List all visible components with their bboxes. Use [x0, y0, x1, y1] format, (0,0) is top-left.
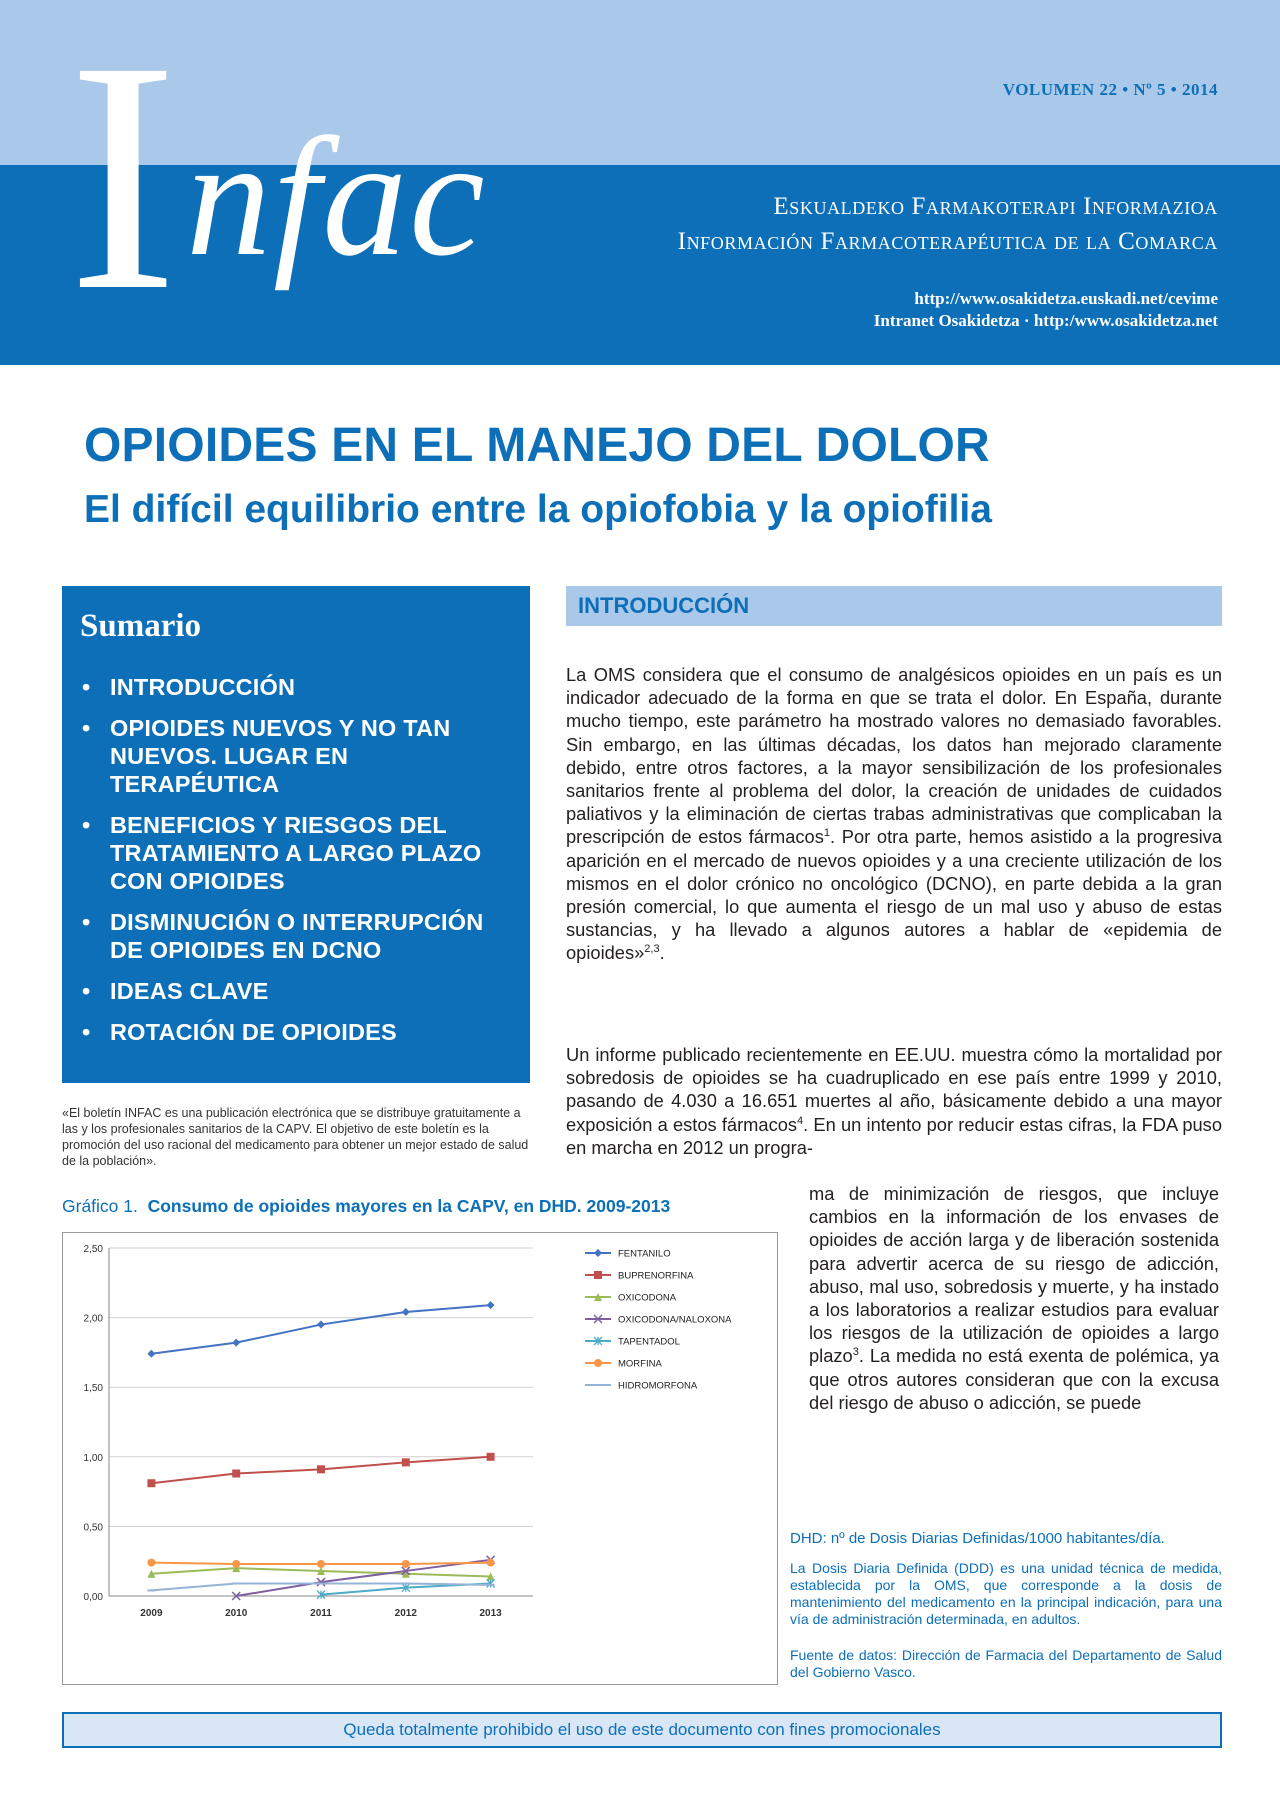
infac-logo: [68, 0, 628, 359]
data-point: [594, 1271, 602, 1279]
data-point: [232, 1339, 240, 1347]
sumario-item[interactable]: [80, 1018, 512, 1046]
data-point: [317, 1560, 325, 1568]
x-tick-label: 2009: [140, 1608, 163, 1619]
y-tick-label: 2,00: [83, 1313, 103, 1325]
bullet-icon: •: [82, 978, 91, 1004]
y-tick-label: 0,50: [83, 1522, 103, 1534]
intro-p1-text-b: . Por otra parte, hemos asistido a la progresiva aparición en el mercado de nuevos opioides y a una creciente utilización de los mismos en el dolor crónico no oncológico (DCNO), en parte debida a la gran presión comercial, lo que aumenta el riesgo de un mal uso y abuso de estas sustancias, y ha llevado a algunos autores a hablar de «epidemia de opioides»: [566, 826, 1222, 964]
sumario-item[interactable]: [80, 811, 512, 895]
data-source: Fuente de datos: Dirección de Farmacia del Departamento de Salud del Gobierno Vasco.: [790, 1647, 1222, 1680]
footer-disclaimer: Queda totalmente prohibido el uso de este documento con fines promocionales: [62, 1712, 1222, 1748]
data-point: [317, 1465, 325, 1473]
reference-4[interactable]: 4: [797, 1114, 804, 1127]
data-point: [594, 1249, 602, 1257]
intro-paragraph-2: [566, 1043, 1222, 1159]
intranet-url[interactable]: Intranet Osakidetza · http:/www.osakidetza.net: [873, 311, 1218, 330]
legend-label: TAPENTADOL: [618, 1336, 680, 1348]
chart-caption-title: Consumo de opioides mayores en la CAPV, en DHD. 2009-2013: [147, 1196, 671, 1216]
sumario-item[interactable]: [80, 673, 512, 701]
bullet-icon: •: [82, 674, 91, 700]
reference-1[interactable]: 1: [823, 827, 830, 840]
dhd-definition: DHD: nº de Dosis Diarias Definidas/1000 habitantes/día.: [790, 1530, 1165, 1547]
data-point: [402, 1458, 410, 1466]
data-point: [487, 1301, 495, 1309]
sumario-item-label: DISMINUCIÓN O INTERRUPCIÓN DE OPIOIDES EN DCNO: [110, 909, 484, 963]
sumario-item[interactable]: [80, 977, 512, 1005]
legend-label: FENTANILO: [618, 1248, 671, 1260]
sumario-list: [80, 673, 512, 1046]
series-line-fentanilo: [151, 1305, 490, 1354]
bulletin-note: «El boletín INFAC es una publicación electrónica que se distribuye gratuitamente a las y los profesionales sanitarios de la CAPV. El objetivo de este boletín es la promoción del uso racional del medicamento para obtener un mejor estado de salud de la población».: [62, 1106, 529, 1168]
legend-label: BUPRENORFINA: [618, 1270, 694, 1282]
opioid-consumption-chart: [63, 1233, 779, 1686]
intro-p2-text-a: Un informe publicado recientemente en EE.UU. muestra cómo la mortalidad por sobredosis de opioides se ha cuadruplicado en ese país entre 1999 y 2010, pasando de 4.030 a 16.651 muertes al año, básicamente debido a una mayor exposición a estos fármacos: [566, 1044, 1222, 1135]
intro-paragraph-3: [809, 1182, 1219, 1414]
x-tick-label: 2013: [479, 1608, 502, 1619]
bullet-icon: •: [82, 812, 91, 838]
sumario-item[interactable]: [80, 908, 512, 964]
sumario-item-label: OPIOIDES NUEVOS Y NO TAN NUEVOS. LUGAR EN TERAPÉUTICA: [110, 715, 451, 797]
data-point: [147, 1559, 155, 1567]
intro-p3-text-b: . La medida no está exenta de polémica, ya que otros autores consideran que con la excusa del riesgo de abuso o adicción, se puede: [809, 1345, 1219, 1413]
data-point: [147, 1479, 155, 1487]
data-point: [317, 1321, 325, 1329]
intro-p1-text-c: .: [659, 942, 665, 964]
page-title: OPIOIDES EN EL MANEJO DEL DOLOR: [84, 419, 990, 472]
data-point: [147, 1350, 155, 1358]
reference-3[interactable]: 3: [852, 1346, 859, 1359]
bullet-icon: •: [82, 1019, 91, 1045]
legend-label: MORFINA: [618, 1358, 662, 1370]
reference-2-3[interactable]: 2,3: [644, 943, 660, 956]
section-heading-introduccion: INTRODUCCIÓN: [566, 586, 1222, 626]
data-point: [232, 1470, 240, 1478]
sumario-item-label: BENEFICIOS Y RIESGOS DEL TRATAMIENTO A LARGO PLAZO CON OPIOIDES: [110, 812, 482, 894]
data-point: [232, 1560, 240, 1568]
sumario-item-label: ROTACIÓN DE OPIOIDES: [110, 1019, 397, 1045]
ddd-definition: La Dosis Diaria Definida (DDD) es una unidad técnica de medida, establecida por la OMS, que corresponde a la dosis de mantenimiento del medicamento en la principal indicación, para una vía de administración determinada, en adultos.: [790, 1560, 1222, 1627]
intro-p1-text-a: La OMS considera que el consumo de analgésicos opioides en un país es un indicador adecuado de la forma en que se trata el dolor. En España, durante mucho tiempo, este parámetro ha mostrado valores no demasiado favorables. Sin embargo, en las últimas décadas, los datos han mejorado claramente debido, entre otros factores, a la mayor sensibilización de los profesionales sanitarios frente al problema del dolor, la creación de unidades de cuidados paliativos y la eliminación de ciertas trabas administrativas que complicaban la prescripción de estos fármacos: [566, 664, 1222, 848]
data-point: [594, 1359, 602, 1367]
x-tick-label: 2012: [394, 1608, 417, 1619]
bullet-icon: •: [82, 715, 91, 741]
data-point: [402, 1308, 410, 1316]
y-tick-label: 1,00: [83, 1452, 103, 1464]
sumario-item[interactable]: [80, 714, 512, 798]
x-tick-label: 2011: [310, 1608, 332, 1619]
y-tick-label: 1,50: [83, 1383, 103, 1395]
subtitle-basque: Eskualdeko Farmakoterapi Informazioa: [773, 193, 1218, 220]
logo-rest: nfac: [186, 103, 487, 291]
logo-initial: I: [68, 0, 178, 359]
chart-caption-label: Gráfico 1.: [62, 1196, 138, 1216]
y-tick-label: 0,00: [83, 1592, 103, 1603]
intro-p2-text-b: . En un intento por reducir estas cifras, la FDA puso en marcha en 2012 un progra-: [566, 1113, 1222, 1158]
y-tick-label: 2,50: [83, 1244, 103, 1255]
x-tick-label: 2010: [225, 1608, 248, 1619]
volume-issue: VOLUMEN 22 • Nº 5 • 2014: [1002, 80, 1218, 99]
page-subtitle: El difícil equilibrio entre la opiofobia y la opiofilia: [84, 488, 992, 531]
intro-p3-text-a: ma de minimización de riesgos, que incluye cambios en la información de los envases de opioides de acción larga y de liberación sostenida para advertir acerca de su riesgo de adicción, abuso, mal uso, sobredosis y muerte, y ha instado a los laboratorios a realizar estudios para evaluar los riesgos de la utilización de opioides a largo plazo: [809, 1183, 1219, 1367]
legend-label: OXICODONA: [618, 1292, 677, 1304]
chart-frame: [62, 1232, 778, 1685]
cevime-url[interactable]: http://www.osakidetza.euskadi.net/cevime: [914, 289, 1218, 308]
sumario-heading: Sumario: [80, 608, 202, 644]
data-point: [487, 1453, 495, 1461]
intro-paragraph-1: [566, 663, 1222, 965]
bullet-icon: •: [82, 909, 91, 935]
sumario-item-label: INTRODUCCIÓN: [110, 674, 296, 700]
data-point: [487, 1559, 495, 1567]
chart-caption: [62, 1196, 670, 1217]
data-point: [402, 1560, 410, 1568]
sumario-box: [62, 586, 530, 1083]
legend-label: OXICODONA/NALOXONA: [618, 1314, 732, 1326]
sumario-item-label: IDEAS CLAVE: [110, 978, 269, 1004]
legend-label: HIDROMORFONA: [618, 1380, 698, 1392]
subtitle-spanish: Información Farmacoterapéutica de la Comarca: [677, 228, 1218, 255]
